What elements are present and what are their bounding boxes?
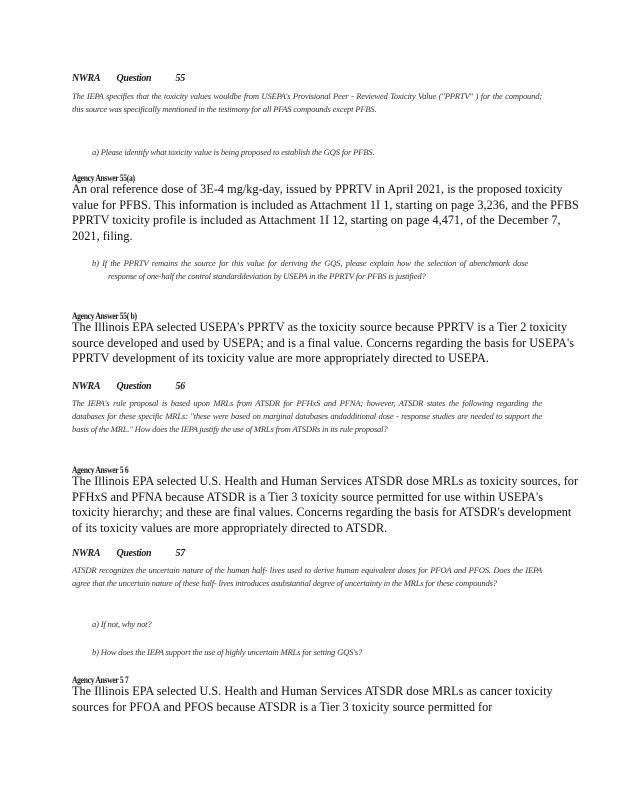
question-57a-text: a) If not, why not? (92, 619, 152, 629)
answer-55a-text: An oral reference dose of 3E-4 mg/kg-day, issued by PPRTV in April 2021, is the proposed toxicity value for PFBS. This information is included as Attachment 1I 1, starting on page 3,236, and the PFBS PPRTV toxicity profile is included as Attachment 1I 12, starting on page 4,471, of the December 7, 2021, filing. (72, 182, 579, 243)
question-number: 57 (175, 548, 185, 559)
answer-56-text: The Illinois EPA selected U.S. Health and Human Services ATSDR dose MRLs as toxicity sources, for PFHxS and PFNA because ATSDR is a Tier 3 toxicity source permitted for use within USEPA's toxicity hierarchy; and these are final values. Concerns regarding the basis for ATSDR's development of its toxicity values are more appropriately directed to ATSDR. (72, 474, 579, 535)
question-org-label: NWRA (72, 381, 101, 392)
question-55-text: The IEPA specifies that the toxicity values wouldbe from USEPA's Provisional Peer - Reviewed Toxicity Value ("PPRTV" ) for the compound; this source was specifically mentioned in the testimony for all PFAS compounds except PFBS. (72, 91, 542, 114)
question-number: 56 (175, 381, 185, 392)
question-label: Question (116, 381, 152, 392)
answer-55b-heading: Agency Answer 55( b) (72, 311, 137, 321)
question-57-text: ATSDR recognizes the uncertain nature of the human half- lives used to derive human equivalent doses for PFOA and PFOS. Does the IEPA agree that the uncertain nature of these half- lives introduces asubstantial degree of uncertainty in the MRLs for these compounds? (72, 565, 542, 588)
question-57-heading (72, 548, 185, 559)
answer-55a-heading: Agency Answer 55(a) (72, 173, 135, 183)
question-55-heading (72, 73, 185, 84)
answer-56-heading: Agency Answer 5 6 (72, 465, 129, 475)
question-number: 55 (175, 73, 185, 84)
question-org-label: NWRA (72, 548, 101, 559)
question-56-text: The IEPA's rule proposal is based upon MRLs from ATSDR for PFHxS and PFNA; however, ATSDR states the following regarding the databases for these specific MRLs: "these were based on marginal databases andadditional dose - response studies are needed to support the basis of the MRL." How does the IEPA justify the use of MRLs from ATSDRs in its rule proposal? (72, 398, 542, 434)
question-57b-text: b) How does the IEPA support the use of highly uncertain MRLs for setting GQS's? (92, 647, 363, 657)
question-55a-text: a) Please identify what toxicity value is being proposed to establish the GQS for PFBS. (92, 147, 375, 157)
question-org-label: NWRA (72, 73, 101, 84)
question-55b-text: b) If the PPRTV remains the source for this value for deriving the GQS, please explain how the selection of abenchmark dose response of one-half the control standarddeviation by USEPA in the PPRTV for PFBS is justified? (92, 258, 528, 281)
question-56-heading (72, 381, 185, 392)
question-label: Question (116, 548, 152, 559)
answer-57-text: The Illinois EPA selected U.S. Health and Human Services ATSDR dose MRLs as cancer toxicity sources for PFOA and PFOS because ATSDR is a Tier 3 toxicity source permitted for (72, 684, 553, 714)
answer-55b-text: The Illinois EPA selected USEPA's PPRTV as the toxicity source because PPRTV is a Tier 2 toxicity source developed and used by USEPA; and is a final value. Concerns regarding the basis for USEPA's PPRTV development of its toxicity value are more appropriately directed to USEPA. (72, 320, 575, 366)
answer-57-heading: Agency Answer 5 7 (72, 675, 129, 685)
question-label: Question (116, 73, 152, 84)
